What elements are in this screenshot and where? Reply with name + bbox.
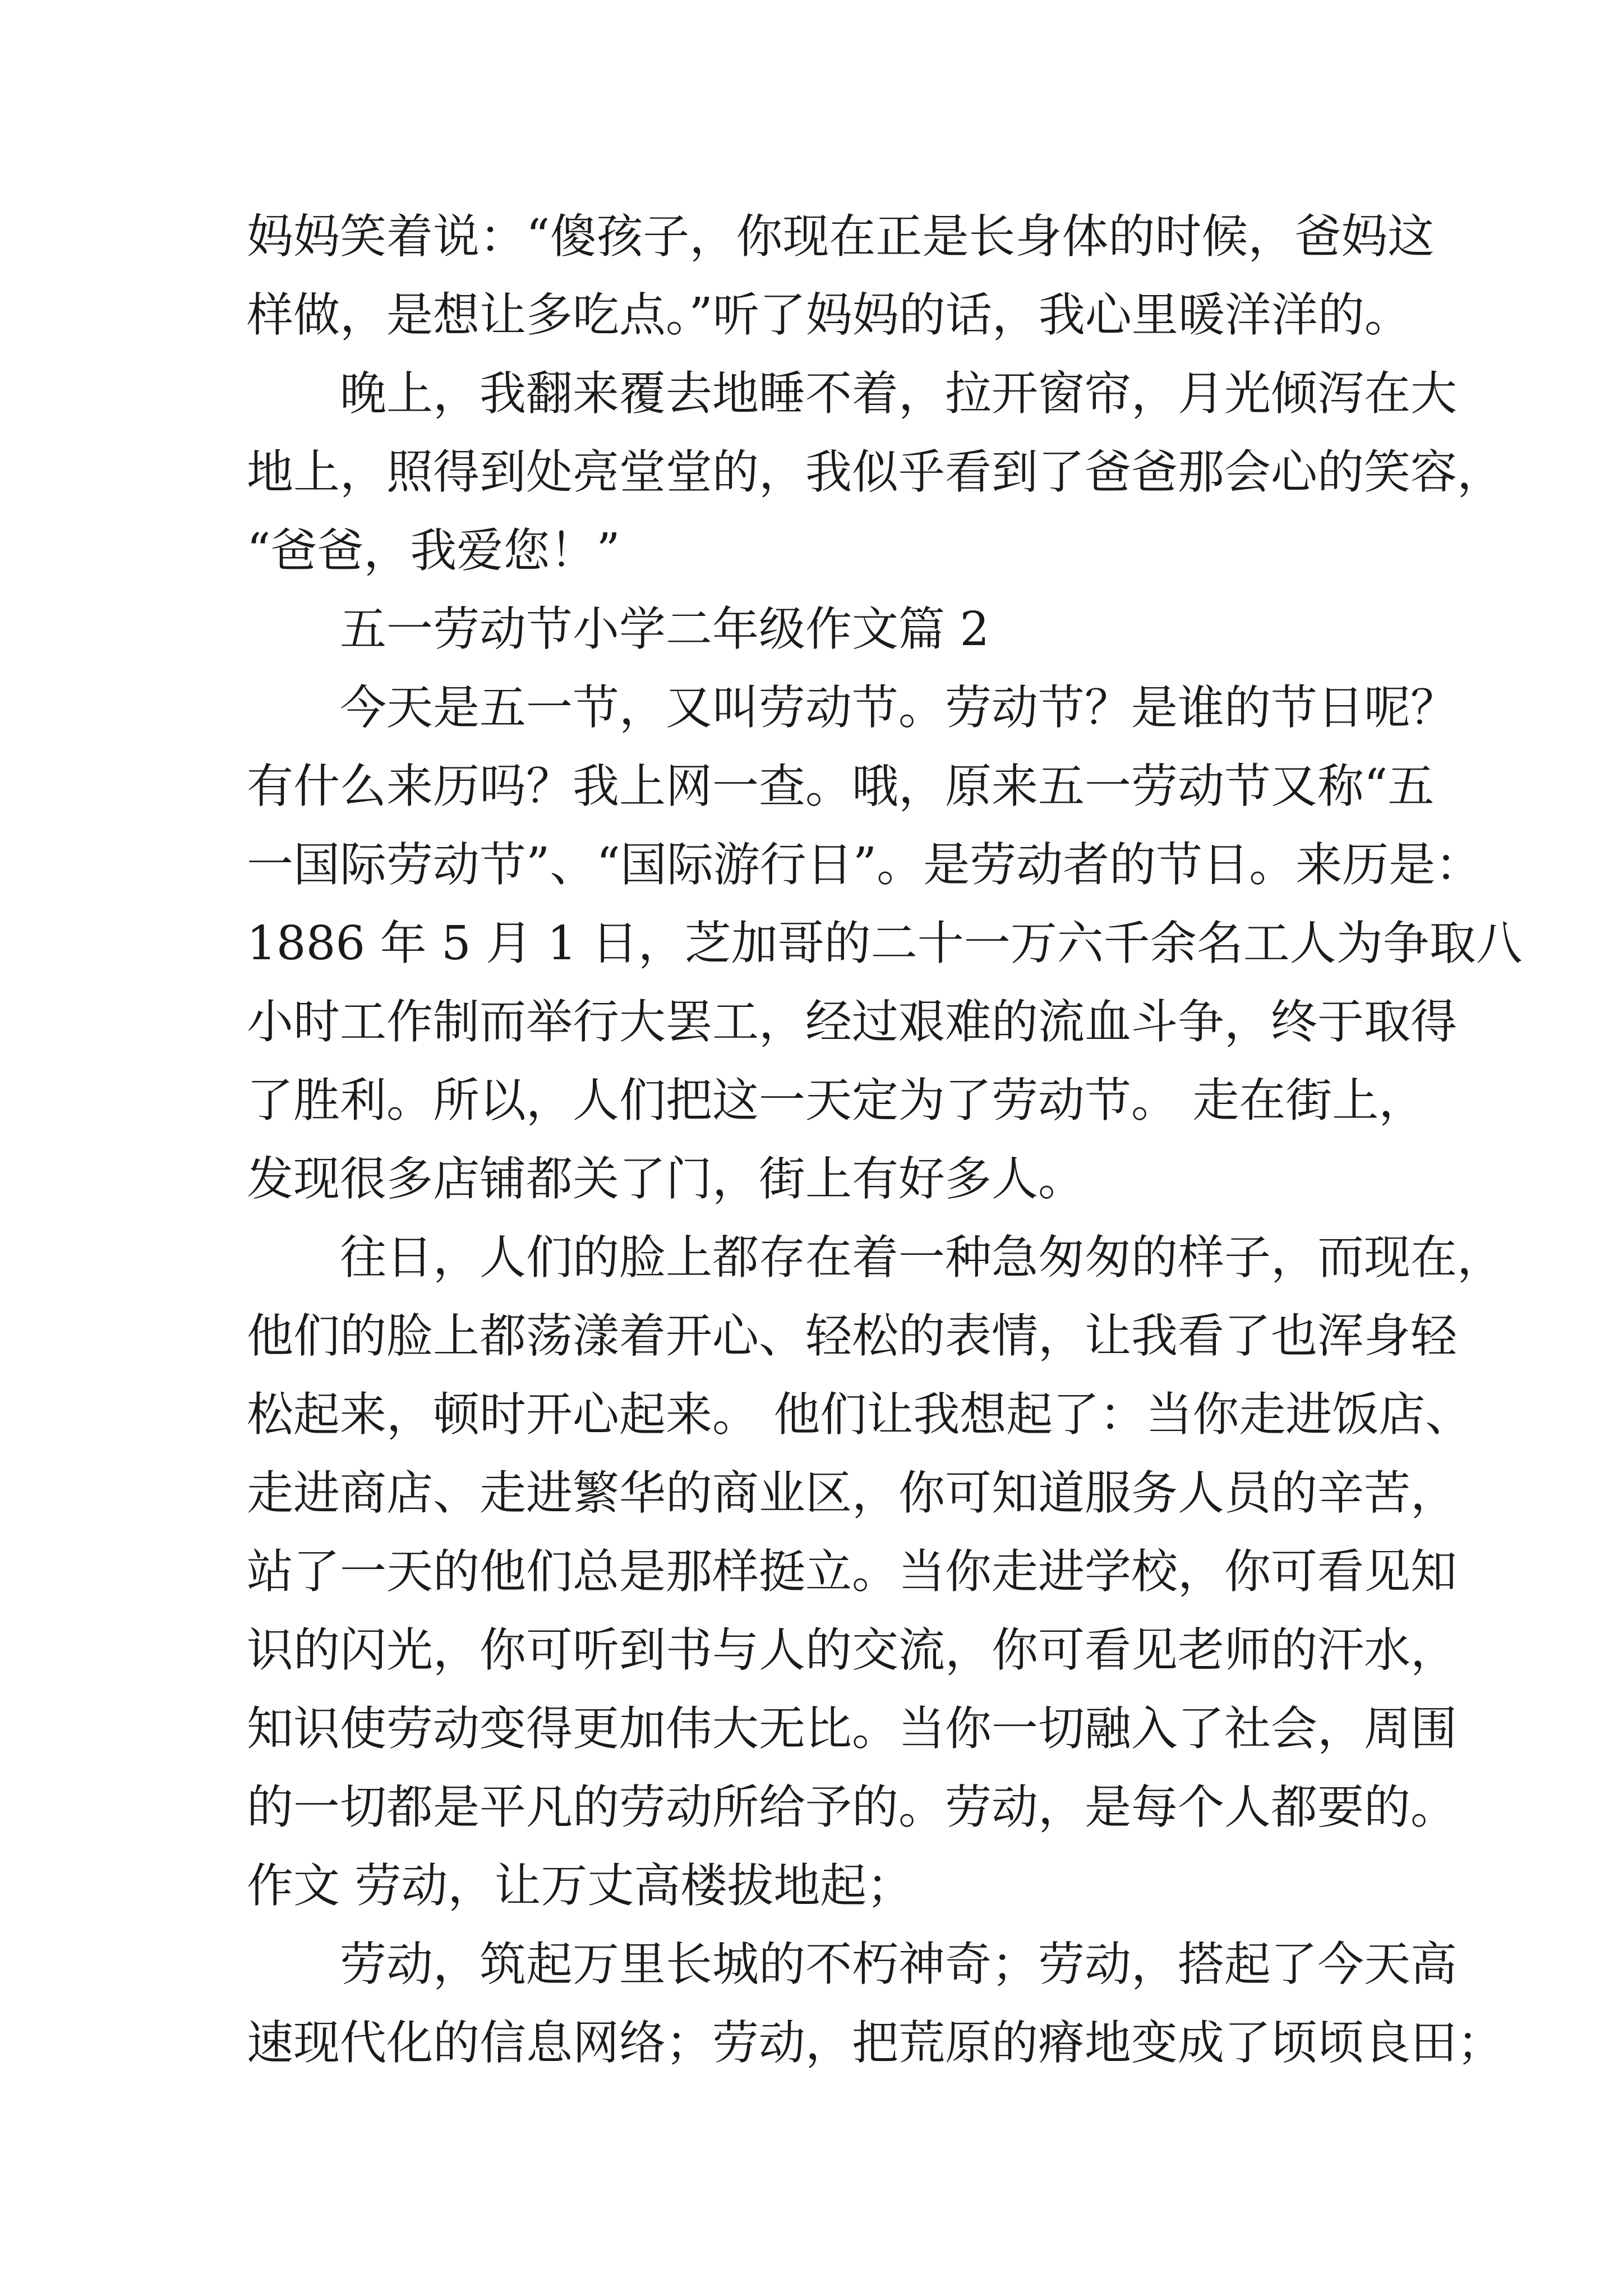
text-line: “爸爸，我爱您！” [247, 523, 620, 578]
text-line: 有什么来历吗？我上网一查。哦，原来五一劳动节又称“五 [247, 759, 1435, 813]
text-line: 劳动，筑起万里长城的不朽神奇；劳动，搭起了今天高 [247, 1937, 1457, 1991]
text-line: 小时工作制而举行大罢工，经过艰难的流血斗争，终于取得 [247, 995, 1457, 1049]
text-line: 一国际劳动节”、“国际游行日”。是劳动者的节日。来历是： [247, 838, 1482, 892]
text-line: 的一切都是平凡的劳动所给予的。劳动，是每个人都要的。 [247, 1780, 1457, 1834]
text-line: 识的闪光，你可听到书与人的交流，你可看见老师的汗水， [247, 1623, 1457, 1677]
text-line: 晚上，我翻来覆去地睡不着，拉开窗帘，月光倾泻在大 [247, 366, 1457, 421]
text-line: 作文 劳动，让万丈高楼拔地起； [247, 1858, 914, 1913]
text-line: 1886 年 5 月 1 日，芝加哥的二十一万六千余名工人为争取八 [247, 916, 1523, 970]
text-line: 松起来，顿时开心起来。 他们让我想起了：当你走进饭店、 [247, 1387, 1472, 1442]
text-line: 走进商店、走进繁华的商业区，你可知道服务人员的辛苦， [247, 1466, 1457, 1520]
text-line: 妈妈笑着说：“傻孩子，你现在正是长身体的时候，爸妈这 [247, 209, 1435, 264]
text-line: 地上，照得到处亮堂堂的，我似乎看到了爸爸那会心的笑容， [247, 445, 1504, 499]
text-line: 站了一天的他们总是那样挺立。当你走进学校，你可看见知 [247, 1544, 1457, 1599]
section-heading: 五一劳动节小学二年级作文篇 2 [247, 602, 990, 656]
text-line: 今天是五一节，又叫劳动节。劳动节？是谁的节日呢？ [247, 680, 1457, 735]
text-line: 知识使劳动变得更加伟大无比。当你一切融入了社会，周围 [247, 1701, 1457, 1756]
text-line: 了胜利。所以，人们把这一天定为了劳动节。 走在街上， [247, 1073, 1426, 1128]
text-line: 他们的脸上都荡漾着开心、轻松的表情，让我看了也浑身轻 [247, 1309, 1457, 1363]
text-line: 样做，是想让多吃点。”听了妈妈的话，我心里暖洋洋的。 [247, 288, 1411, 342]
text-line: 发现很多店铺都关了门，街上有好多人。 [247, 1152, 1085, 1206]
text-line: 往日，人们的脸上都存在着一种急匆匆的样子，而现在， [247, 1230, 1504, 1285]
text-line: 速现代化的信息网络；劳动，把荒原的瘠地变成了顷顷良田； [247, 2016, 1504, 2070]
